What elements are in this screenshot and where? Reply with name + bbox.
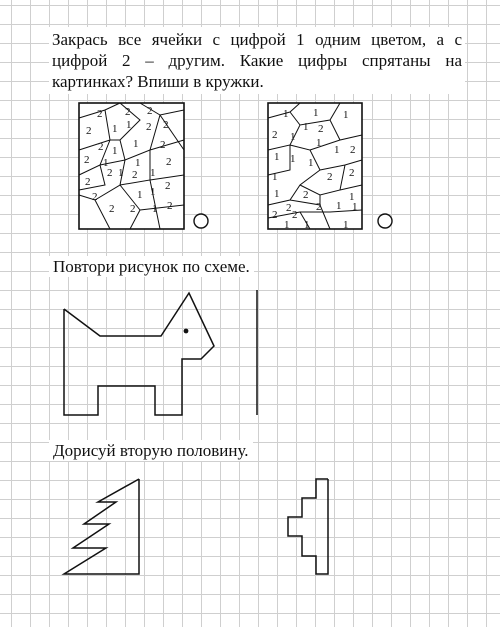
cell-number: 1 [274,151,280,163]
cell-number: 1 [349,191,355,203]
cell-number: 2 [303,189,309,201]
cell-number: 1 [137,189,143,201]
cell-number: 1 [118,167,124,179]
cell-number: 1 [126,119,132,131]
cell-number: 1 [283,108,289,120]
answer-circle-right[interactable] [378,214,392,228]
cell-number: 2 [272,129,278,141]
cell-number: 2 [86,125,92,137]
cell-number: 2 [160,139,166,151]
cell-number: 2 [125,106,131,118]
cell-number: 2 [85,176,91,188]
cell-number: 1 [343,109,349,121]
cell-number: 2 [327,171,333,183]
cell-number: 2 [286,202,292,214]
cell-number: 1 [352,201,358,213]
cell-number: 1 [112,145,118,157]
cell-number: 1 [334,144,340,156]
cell-number: 2 [130,203,136,215]
cell-number: 2 [97,108,103,120]
cell-number: 1 [150,167,156,179]
answer-circle-left[interactable] [194,214,208,228]
cell-number: 2 [84,154,90,166]
cell-number: 2 [92,191,98,203]
cell-number: 2 [318,123,324,135]
cell-number: 2 [147,105,153,117]
task1-instruction: Закрась все ячейки с цифрой 1 одним цветом, а с цифрой 2 – другим. Какие цифры спрятаны на картинках? Впиши в кружки. [49,27,465,94]
cell-number: 1 [112,123,118,135]
cell-number: 1 [152,203,158,215]
cell-number: 1 [103,157,109,169]
cell-number: 1 [343,219,349,231]
cell-number: 1 [284,219,290,231]
puzzle-left [79,103,184,229]
half-step-figure [288,479,328,574]
cell-number: 1 [290,153,296,165]
cell-number: 2 [349,167,355,179]
cell-number: 1 [150,186,156,198]
cell-number: 2 [98,141,104,153]
dog-eye [184,329,189,334]
cell-number: 1 [313,107,319,119]
cell-number: 2 [272,209,278,221]
cell-number: 1 [336,200,342,212]
cell-number: 2 [165,180,171,192]
cell-number: 1 [304,219,310,231]
cell-number: 1 [316,137,322,149]
half-tree-figure [64,479,139,574]
cell-number: 2 [167,200,173,212]
cell-number: 2 [350,144,356,156]
task2-instruction: Повтори рисунок по схеме. [49,256,254,277]
cell-number: 1 [303,121,309,133]
cell-number: 2 [163,119,169,131]
cell-number: 1 [135,157,141,169]
cell-number: 1 [133,138,139,150]
cell-number: 2 [132,169,138,181]
cell-number: 2 [146,121,152,133]
cell-number: 2 [107,167,113,179]
dog-figure [64,293,214,415]
cell-number: 1 [290,131,296,143]
cell-number: 2 [109,203,115,215]
cell-number: 2 [316,201,322,213]
task3-instruction: Дорисуй вторую половину. [49,440,253,461]
cell-number: 1 [274,188,280,200]
puzzle-right [268,103,362,231]
cell-number: 1 [272,171,278,183]
cell-number: 1 [308,157,314,169]
cell-number: 2 [166,156,172,168]
cell-number: 2 [292,209,298,221]
